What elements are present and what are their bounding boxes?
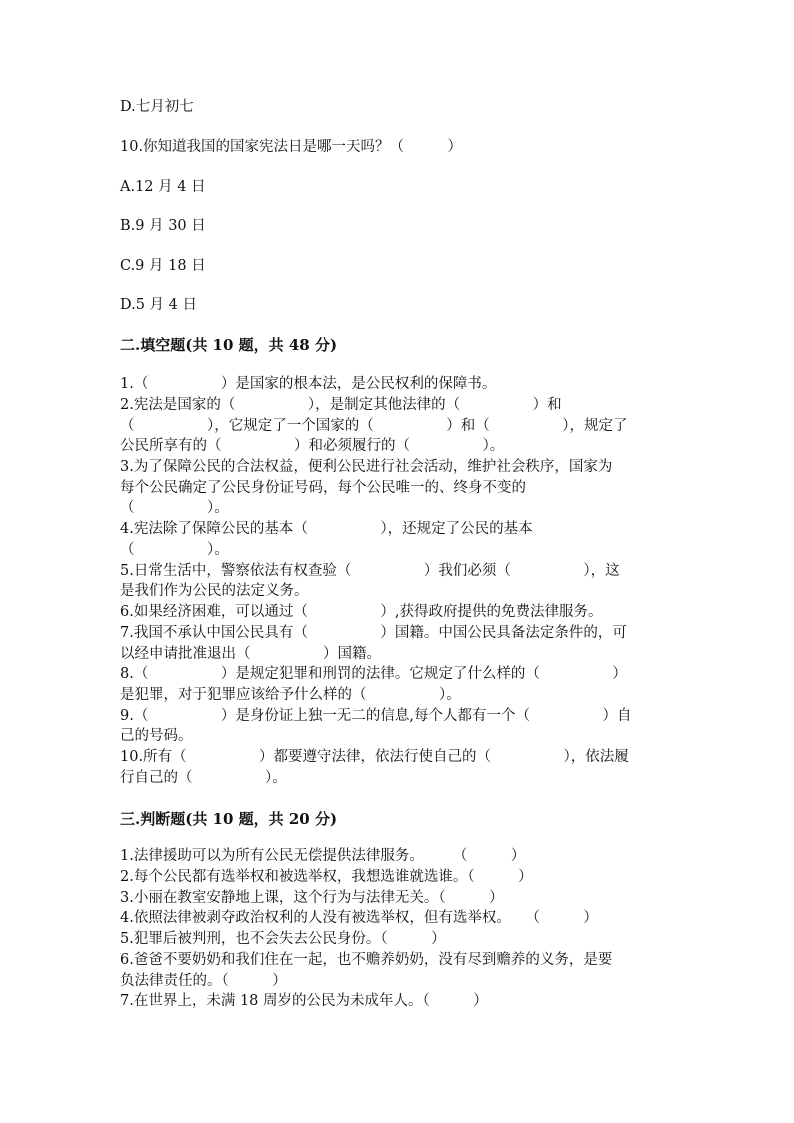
- fill-line: 3.为了保障公民的合法权益，便利公民进行社会活动，维护社会秩序，国家为: [120, 459, 613, 475]
- fill-line: 10.所有（ ）都要遵守法律，依法行使自己的（ ），依法履: [120, 749, 629, 765]
- judge-line: 3.小丽在教室安静地上课，这个行为与法律无关。（ ）: [120, 890, 504, 906]
- q10-option-c: C.9 月 18 日: [120, 258, 206, 274]
- fill-line: 每个公民确定了公民身份证号码，每个公民唯一的、终身不变的: [120, 480, 526, 496]
- judge-line: 5.犯罪后被判刑，也不会失去公民身份。（ ）: [120, 931, 446, 947]
- fill-line: 5.日常生活中，警察依法有权查验（ ）我们必须（ ），这: [120, 563, 620, 579]
- judge-line: 负法律责任的。（ ）: [120, 973, 287, 989]
- q10-option-d: D.5 月 4 日: [120, 297, 197, 313]
- section3-heading: 三.判断题(共 10 题，共 20 分): [120, 810, 338, 828]
- fill-line: 9.（ ）是身份证上独一无二的信息,每个人都有一个（ ）自: [120, 708, 632, 724]
- fill-line: 4.宪法除了保障公民的基本（ ），还规定了公民的基本: [120, 521, 533, 537]
- fill-line: （ ）。: [120, 500, 229, 516]
- q10-option-a: A.12 月 4 日: [120, 179, 206, 195]
- q9-option-d: D.七月初七: [120, 99, 194, 115]
- judge-line: 1.法律援助可以为所有公民无偿提供法律服务。 （ ）: [120, 848, 526, 864]
- q10-stem: 10.你知道我国的国家宪法日是哪一天吗？（ ）: [120, 139, 463, 155]
- section2-heading: 二.填空题(共 10 题，共 48 分): [120, 336, 338, 354]
- q10-option-b: B.9 月 30 日: [120, 218, 206, 234]
- fill-line: 公民所享有的（ ）和必须履行的（ ）。: [120, 438, 505, 454]
- fill-line: 行自己的（ ）。: [120, 770, 287, 786]
- fill-line: 是我们作为公民的法定义务。: [120, 583, 309, 599]
- fill-line: 己的号码。: [120, 728, 193, 744]
- fill-line: 1.（ ）是国家的根本法，是公民权利的保障书。: [120, 376, 497, 392]
- fill-line: （ ），它规定了一个国家的（ ）和（ ），规定了: [120, 418, 628, 434]
- fill-line: 7.我国不承认中国公民具有（ ）国籍。中国公民具备法定条件的，可: [120, 625, 627, 641]
- judge-line: 2.每个公民都有选举权和被选举权，我想选谁就选谁。（ ）: [120, 869, 533, 885]
- fill-line: （ ）。: [120, 542, 229, 558]
- fill-line: 8.（ ）是规定犯罪和刑罚的法律。它规定了什么样的（ ）: [120, 666, 627, 682]
- fill-line: 是犯罪，对于犯罪应该给予什么样的（ ）。: [120, 687, 461, 703]
- fill-line: 2.宪法是国家的（ ），是制定其他法律的（ ）和: [120, 397, 562, 413]
- fill-line: 以经申请批准退出（ ）国籍。: [120, 646, 381, 662]
- judge-line: 4.依照法律被剥夺政治权利的人没有被选举权，但有选举权。 （ ）: [120, 910, 598, 926]
- fill-line: 6.如果经济困难，可以通过（ ）,获得政府提供的免费法律服务。: [120, 604, 603, 620]
- judge-line: 6.爸爸不要奶奶和我们住在一起，也不赡养奶奶，没有尽到赡养的义务，是要: [120, 952, 613, 968]
- judge-line: 7.在世界上，未满 18 周岁的公民为未成年人。（ ）: [120, 993, 488, 1009]
